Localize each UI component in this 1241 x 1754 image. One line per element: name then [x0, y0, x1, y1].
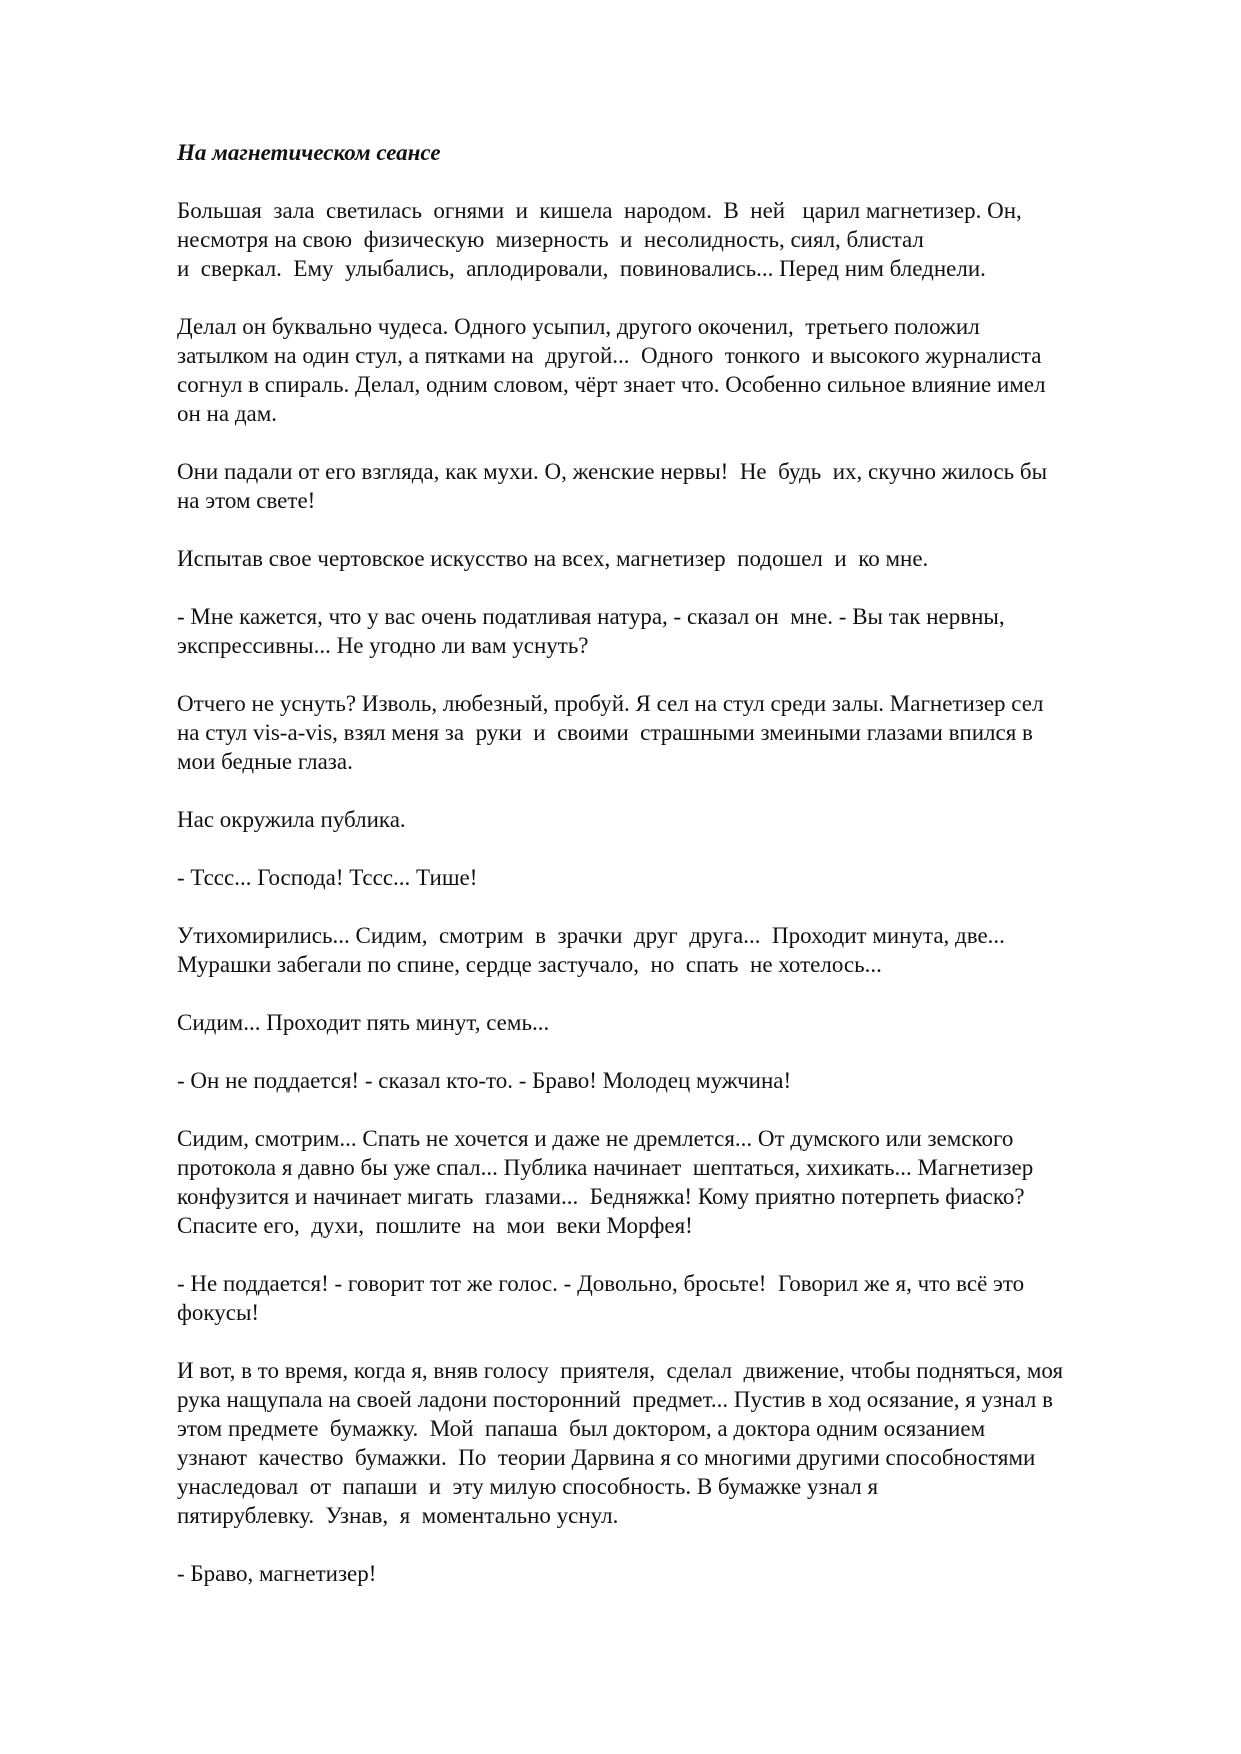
text-line: - Он не поддается! - сказал кто-то. - Браво! Молодец мужчина! — [177, 1068, 792, 1093]
text-line: рука нащупала на своей ладони посторонний предмет... Пустив в ход осязание, я узнал в — [177, 1387, 1053, 1412]
text-line: и сверкал. Ему улыбались, аплодировали, повиновались... Перед ним бледнели. — [177, 256, 986, 281]
text-line: - Мне кажется, что у вас очень податливая натура, - сказал он мне. - Вы так нервны, — [177, 604, 1005, 629]
text-line: фокусы! — [177, 1300, 260, 1325]
text-line: Сидим, смотрим... Спать не хочется и даже не дремлется... От думского или земского — [177, 1126, 1014, 1151]
text-line: - Не поддается! - говорит тот же голос. - Довольно, бросьте! Говорил же я, что всё это — [177, 1271, 1025, 1296]
text-line: несмотря на свою физическую мизерность и несолидность, сиял, блистал — [177, 227, 924, 252]
paragraph — [177, 312, 1157, 428]
text-line: на стул vis-a-vis, взял меня за руки и своими страшными змеиными глазами впился в — [177, 720, 1033, 745]
text-line: Сидим... Проходит пять минут, семь... — [177, 1010, 550, 1035]
paragraph — [177, 602, 1157, 660]
paragraph — [177, 544, 1157, 573]
text-line: - Тссс... Господа! Тссс... Тише! — [177, 865, 478, 890]
paragraph — [177, 1269, 1157, 1327]
text-line: Мурашки забегали по спине, сердце застучало, но спать не хотелось... — [177, 952, 882, 977]
text-line: Нас окружила публика. — [177, 807, 406, 832]
text-line: затылком на один стул, а пятками на другой... Одного тонкого и высокого журналиста — [177, 343, 1042, 368]
paragraph — [177, 457, 1157, 515]
text-line: Испытав свое чертовское искусство на всех, магнетизер подошел и ко мне. — [177, 546, 929, 571]
text-line: Они падали от его взгляда, как мухи. О, женские нервы! Не будь их, скучно жилось бы — [177, 459, 1048, 484]
text-line: мои бедные глаза. — [177, 749, 353, 774]
paragraph — [177, 689, 1157, 776]
paragraph — [177, 1008, 1157, 1037]
paragraph — [177, 1559, 1157, 1588]
paragraph — [177, 921, 1157, 979]
text-line: согнул в спираль. Делал, одним словом, чёрт знает что. Особенно сильное влияние имел — [177, 372, 1046, 397]
paragraph — [177, 1066, 1157, 1095]
text-line: конфузится и начинает мигать глазами... Бедняжка! Кому приятно потерпеть фиаско? — [177, 1184, 1025, 1209]
text-line: этом предмете бумажку. Мой папаша был доктором, а доктора одним осязанием — [177, 1416, 986, 1441]
paragraph — [177, 1124, 1157, 1240]
text-line: - Браво, магнетизер! — [177, 1561, 377, 1586]
text-line: на этом свете! — [177, 488, 316, 513]
paragraph — [177, 805, 1157, 834]
text-line: протокола я давно бы уже спал... Публика начинает шептаться, хихикать... Магнетизер — [177, 1155, 1034, 1180]
paragraph — [177, 863, 1157, 892]
text-line: Отчего не уснуть? Изволь, любезный, пробуй. Я сел на стул среди залы. Магнетизер сел — [177, 691, 1044, 716]
text-line: экспрессивны... Не угодно ли вам уснуть? — [177, 633, 589, 658]
text-line: он на дам. — [177, 401, 278, 426]
text-line: Утихомирились... Сидим, смотрим в зрачки друг друга... Проходит минута, две... — [177, 923, 1005, 948]
text-line: пятирублевку. Узнав, я моментально уснул. — [177, 1503, 619, 1528]
text-line: узнают качество бумажки. По теории Дарвина я со многими другими способностями — [177, 1445, 1036, 1470]
document-title: На магнетическом сеансе — [177, 140, 441, 165]
text-line: Большая зала светилась огнями и кишела народом. В ней царил магнетизер. Он, — [177, 198, 1022, 223]
text-line: Делал он буквально чудеса. Одного усыпил, другого окоченил, третьего положил — [177, 314, 980, 339]
text-line: унаследовал от папаши и эту милую способность. В бумажке узнал я — [177, 1474, 879, 1499]
text-line: Спасите его, духи, пошлите на мои веки Морфея! — [177, 1213, 693, 1238]
paragraph — [177, 196, 1157, 283]
document-body — [177, 138, 1157, 1617]
paragraph — [177, 1356, 1157, 1530]
text-line: И вот, в то время, когда я, вняв голосу приятеля, сделал движение, чтобы подняться, моя — [177, 1358, 1064, 1383]
